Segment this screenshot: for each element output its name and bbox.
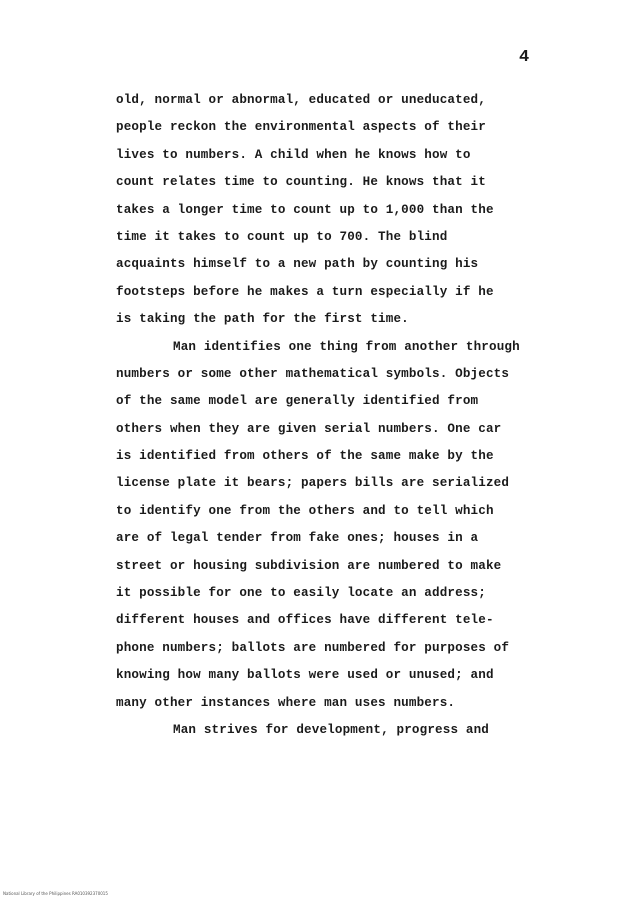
text-line: phone numbers; ballots are numbered for purposes of — [116, 640, 510, 655]
text-line: numbers or some other mathematical symbols. Objects — [116, 366, 510, 381]
text-line: of the same model are generally identified from — [116, 394, 479, 409]
text-line: time it takes to count up to 700. The blind — [116, 229, 448, 244]
text-line: are of legal tender from fake ones; houses in a — [116, 531, 479, 546]
text-line: old, normal or abnormal, educated or uneducated, — [116, 93, 486, 107]
text-line: acquaints himself to a new path by counting his — [116, 257, 479, 272]
text-line: count relates time to counting. He knows that it — [116, 175, 486, 190]
page-number: 4 — [519, 48, 530, 67]
text-line: is identified from others of the same make by the — [116, 449, 494, 464]
text-line: takes a longer time to count up to 1,000 than the — [116, 202, 494, 217]
text-line: license plate it bears; papers bills are serialized — [116, 476, 510, 491]
text-line: street or housing subdivision are numbered to make — [116, 558, 502, 573]
text-line: people reckon the environmental aspects of their — [116, 120, 486, 135]
text-line: to identify one from the others and to tell which — [116, 503, 494, 518]
text-line: footsteps before he makes a turn especially if he — [116, 284, 494, 299]
text-line: knowing how many ballots were used or unused; and — [116, 668, 494, 683]
library-footer: National Library of the Philippines RA010392370015 — [3, 891, 108, 896]
text-line: many other instances where man uses numbers. — [116, 695, 456, 710]
body-text — [116, 87, 556, 744]
text-line: others when they are given serial numbers. One car — [116, 421, 502, 436]
text-line: lives to numbers. A child when he knows how to — [116, 147, 471, 162]
text-line: different houses and offices have different tele- — [116, 613, 494, 628]
text-line: it possible for one to easily locate an address; — [116, 586, 486, 601]
paragraph-start-line: Man strives for development, progress and — [173, 722, 490, 737]
text-line: is taking the path for the first time. — [116, 312, 409, 327]
paragraph-start-line: Man identifies one thing from another through — [173, 339, 520, 354]
